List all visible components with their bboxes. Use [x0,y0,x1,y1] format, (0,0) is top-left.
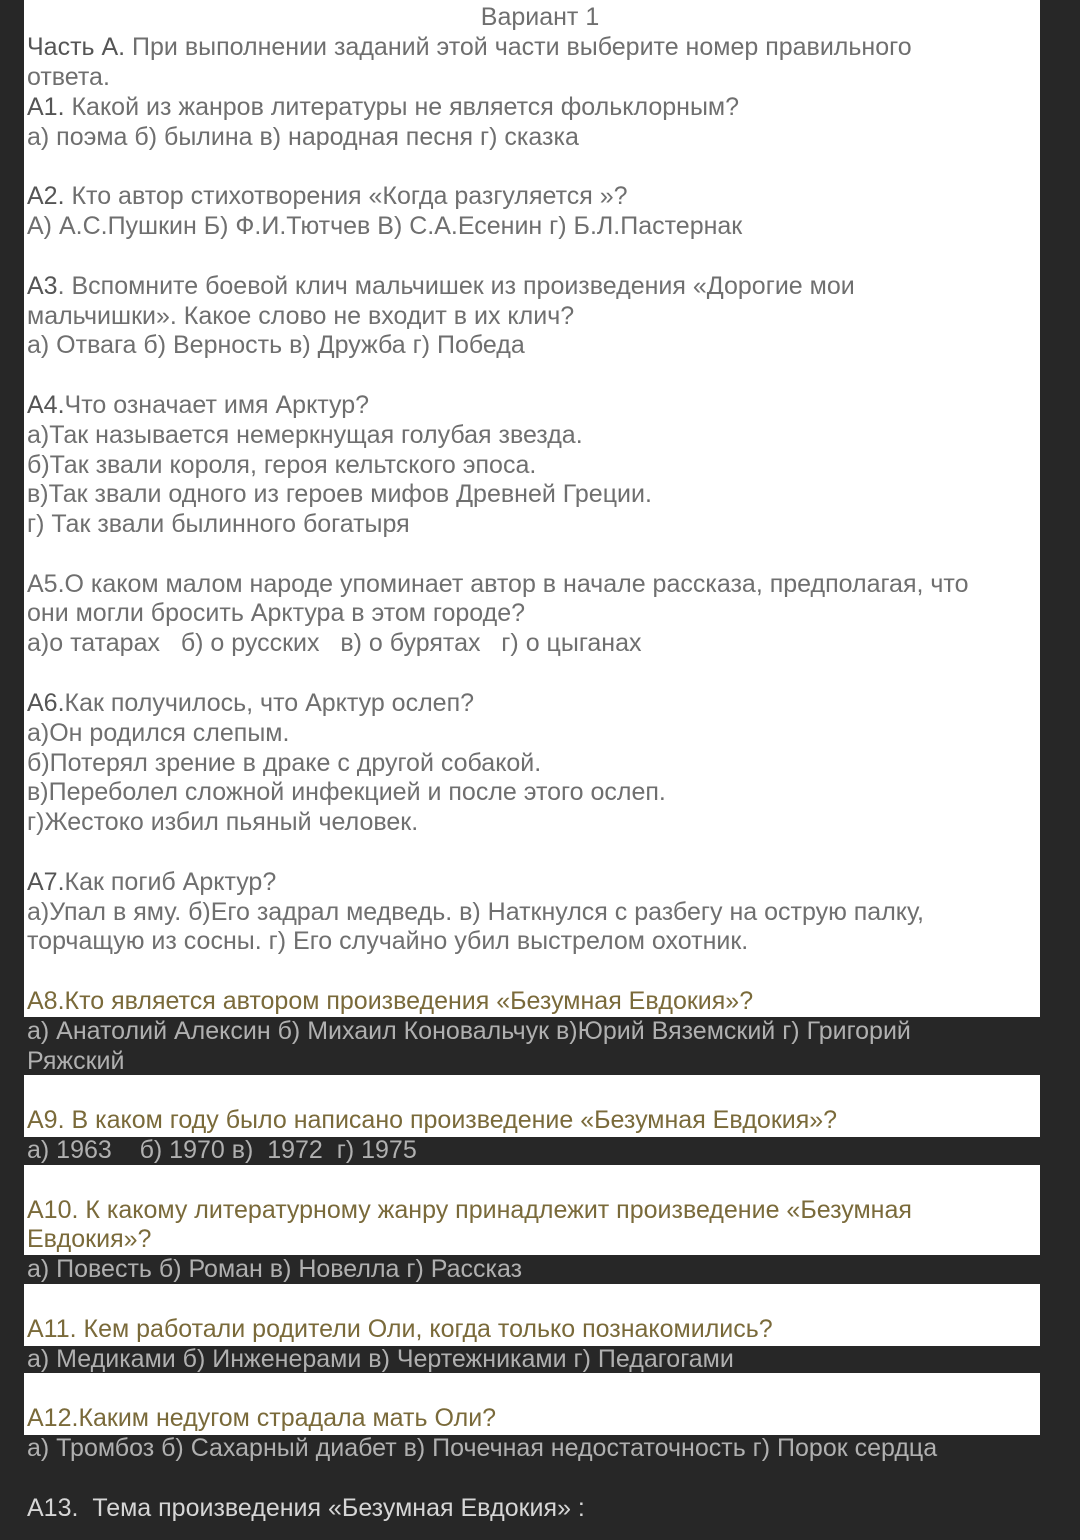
question-a9: А9. В каком году было написано произведение «Безумная Евдокия»? [27,1106,838,1134]
answers-a3: а) Отвага б) Верность в) Дружба г) Победа [27,331,525,359]
answers-a8-cont: Ряжский [27,1047,125,1075]
answer-a6-a: а)Он родился слепым. [27,719,290,747]
variant-title: Вариант 1 [480,3,600,31]
answer-a4-a: а)Так называется немеркнущая голубая звезда. [27,421,583,449]
answers-a5: а)о татарах б) о русских в) о бурятах г) о цыганах [27,629,642,657]
answer-a4-c: в)Так звали одного из героев мифов Древней Греции. [27,480,652,508]
question-a11: А11. Кем работали родители Оли, когда только познакомились? [27,1315,773,1343]
question-a12: А12.Каким недугом страдала мать Оли? [27,1404,497,1432]
question-a10: А10. К какому литературному жанру принадлежит произведение «Безумная [27,1196,912,1224]
answers-a7: а)Упал в яму. б)Его задрал медведь. в) Наткнулся с разбегу на острую палку, [27,898,924,926]
answer-a6-c: в)Переболел сложной инфекцией и после этого ослеп. [27,778,666,806]
part-a-label: Часть А. [27,33,126,61]
part-a-intro-cont: ответа. [27,63,110,91]
answers-a1: а) поэма б) былина в) народная песня г) сказка [27,123,579,151]
question-a13: А13. Тема произведения «Безумная Евдокия» : [27,1494,585,1522]
answer-a6-d: г)Жестоко избил пьяный человек. [27,808,419,836]
answers-a8: а) Анатолий Алексин б) Михаил Коновальчук в)Юрий Вяземский г) Григорий [27,1017,911,1045]
answers-a9: а) 1963 б) 1970 в) 1972 г) 1975 [27,1136,417,1164]
question-a1: А1. Какой из жанров литературы не является фольклорным? [27,93,740,121]
answers-a12: а) Тромбоз б) Сахарный диабет в) Почечная недостаточность г) Порок сердца [27,1434,938,1462]
answer-a6-b: б)Потерял зрение в драке с другой собакой. [27,749,542,777]
answers-a7-cont: торчащую из сосны. г) Его случайно убил выстрелом охотник. [27,927,749,955]
question-a5-cont: они могли бросить Арктура в этом городе? [27,599,526,627]
answers-a10: а) Повесть б) Роман в) Новелла г) Рассказ [27,1255,523,1283]
answer-a4-b: б)Так звали короля, героя кельтского эпоса. [27,451,537,479]
answers-a11: а) Медиками б) Инженерами в) Чертежниками г) Педагогами [27,1345,734,1373]
question-a10-cont: Евдокия»? [27,1225,152,1253]
question-a3-cont: мальчишки». Какое слово не входит в их клич? [27,302,575,330]
answers-a2: А) А.С.Пушкин Б) Ф.И.Тютчев В) С.А.Есенин г) Б.Л.Пастернак [27,212,743,240]
question-a8: А8.Кто является автором произведения «Безумная Евдокия»? [27,987,754,1015]
question-a6: А6.Как получилось, что Арктур ослеп? [27,689,475,717]
part-a-intro: Часть А. При выполнении заданий этой части выберите номер правильного [27,33,912,61]
question-a5: А5.О каком малом народе упоминает автор в начале рассказа, предполагая, что [27,570,969,598]
answer-a4-d: г) Так звали былинного богатыря [27,510,410,538]
question-a2: А2. Кто автор стихотворения «Когда разгуляется »? [27,182,628,210]
question-a3: А3. Вспомните боевой клич мальчишек из произведения «Дорогие мои [27,272,855,300]
question-a4: А4.Что означает имя Арктур? [27,391,370,419]
question-a7: А7.Как погиб Арктур? [27,868,277,896]
